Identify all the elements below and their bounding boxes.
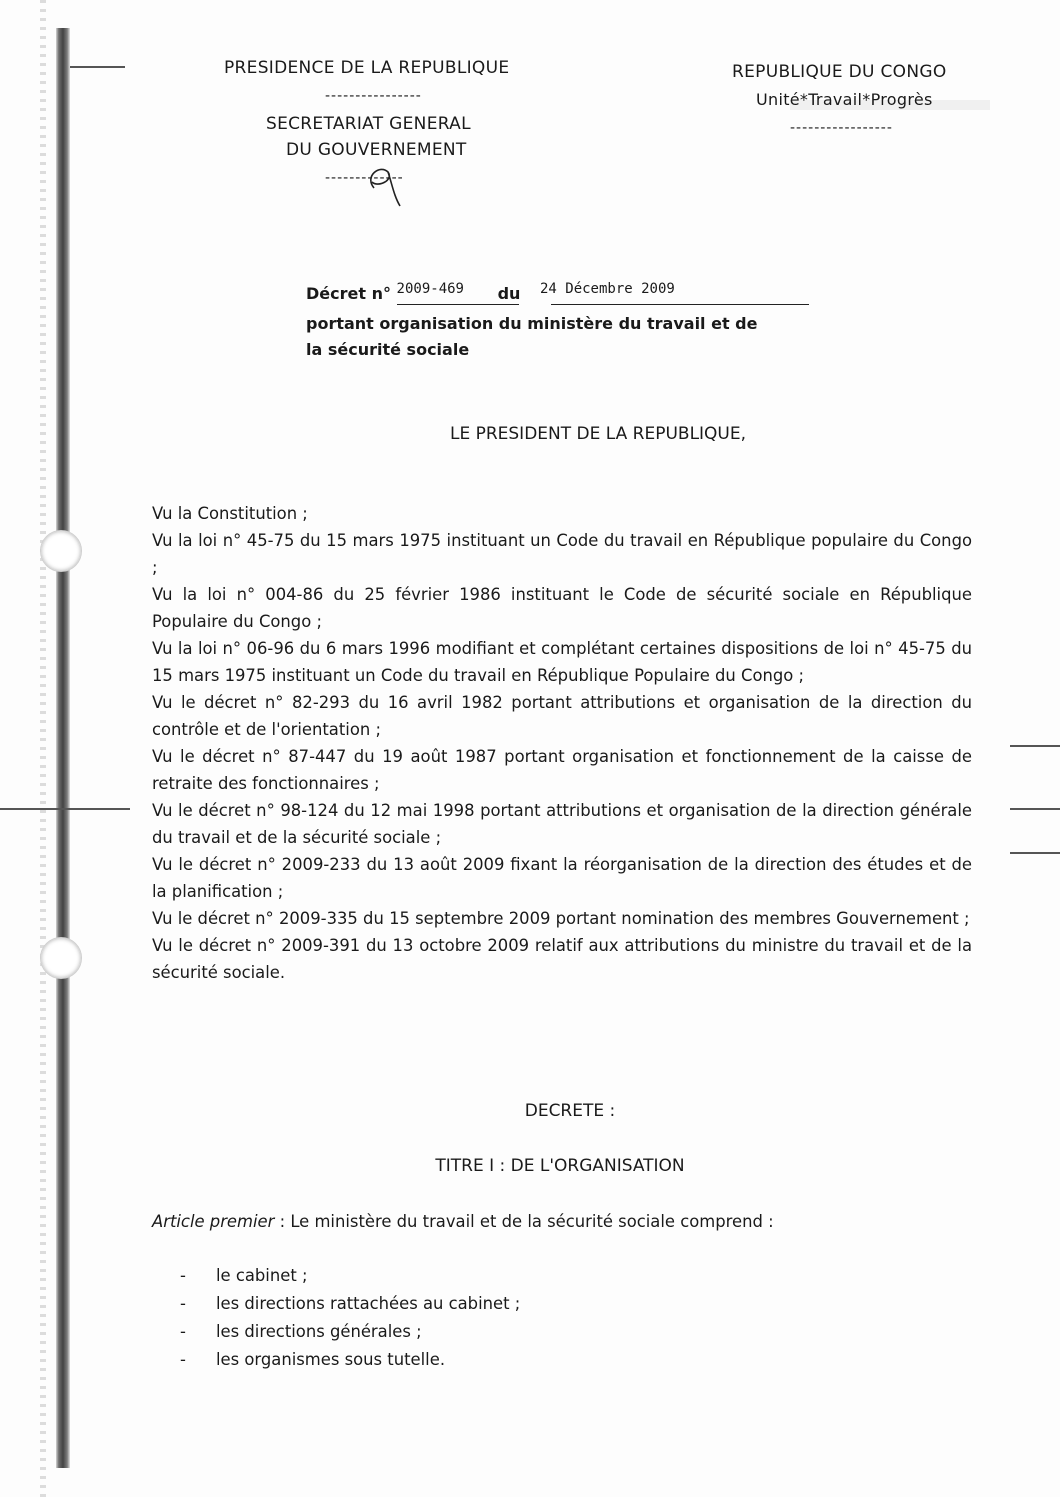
scan-mark [0, 808, 130, 810]
presidence-label: PRESIDENCE DE LA REPUBLIQUE [224, 58, 510, 78]
decree-subject-line2: la sécurité sociale [306, 340, 470, 359]
visa-item: Vu le décret n° 2009-335 du 15 septembre 2009 portant nomination des membres Gouvernement ; [152, 909, 970, 928]
list-item [180, 1318, 520, 1346]
visa-item: Vu le décret n° 2009-391 du 13 octobre 2009 relatif aux attributions du ministre du travail et de la sécurité sociale. [152, 936, 972, 982]
list-bullet: - [180, 1350, 186, 1369]
scan-mark [1010, 808, 1060, 810]
list-bullet: - [180, 1294, 186, 1313]
list-item [180, 1262, 520, 1290]
header-separator: ------------- [325, 170, 404, 186]
header-separator: ----------------- [790, 120, 893, 136]
punch-hole [40, 937, 82, 979]
republique-label: REPUBLIQUE DU CONGO [732, 62, 947, 82]
organisation-list [180, 1262, 520, 1374]
initials-signature-icon [360, 158, 410, 208]
fill-line [551, 304, 809, 305]
article-text: : Le ministère du travail et de la sécurité sociale comprend : [274, 1212, 774, 1231]
list-item [180, 1290, 520, 1318]
article-lead: Article premier [152, 1212, 275, 1231]
article-premier [152, 1212, 774, 1231]
fill-line [397, 304, 519, 305]
list-item [180, 1346, 520, 1374]
decree-date: 24 Décembre 2009 [539, 281, 675, 297]
list-item-text: les directions générales ; [216, 1322, 422, 1341]
visa-item: Vu la loi n° 45-75 du 15 mars 1975 instituant un Code du travail en République populaire du Congo ; [152, 531, 972, 577]
president-heading: LE PRESIDENT DE LA REPUBLIQUE, [449, 424, 747, 444]
secretariat-label: SECRETARIAT GENERAL [266, 114, 471, 134]
titre-heading: TITRE I : DE L'ORGANISATION [435, 1156, 685, 1176]
visa-item: Vu la Constitution ; [152, 504, 308, 523]
decree-subject-line1: portant organisation du ministère du travail et de [306, 314, 758, 333]
visa-item: Vu la loi n° 004-86 du 25 février 1986 instituant le Code de sécurité sociale en République Populaire du Congo ; [152, 585, 972, 631]
visa-item: Vu le décret n° 82-293 du 16 avril 1982 portant attributions et organisation de la direction du contrôle et de l'orientation ; [152, 693, 972, 739]
decree-label: Décret n° [306, 284, 391, 303]
decrete-heading: DECRETE : [524, 1101, 616, 1121]
list-item-text: le cabinet ; [216, 1266, 308, 1285]
visas-block [152, 500, 972, 986]
visa-item: Vu le décret n° 2009-233 du 13 août 2009 fixant la réorganisation de la direction des études et de la planification ; [152, 855, 972, 901]
list-bullet: - [180, 1322, 186, 1341]
decree-number-line [306, 281, 675, 303]
list-item-text: les organismes sous tutelle. [216, 1350, 446, 1369]
scan-mark [1010, 852, 1060, 854]
motto-label: Unité*Travail*Progrès [756, 90, 933, 109]
visa-item: Vu le décret n° 98-124 du 12 mai 1998 portant attributions et organisation de la direction générale du travail et de la sécurité sociale ; [152, 801, 972, 847]
scan-edge-artifact [40, 0, 46, 1497]
gouvernement-label: DU GOUVERNEMENT [286, 140, 467, 160]
scan-mark [70, 66, 125, 68]
scan-mark [1010, 745, 1060, 747]
list-bullet: - [180, 1266, 186, 1285]
list-item-text: les directions rattachées au cabinet ; [216, 1294, 521, 1313]
decree-du-label: du [497, 284, 521, 303]
binding-strip [56, 28, 70, 1468]
header-separator: ---------------- [325, 88, 422, 104]
punch-hole [40, 530, 82, 572]
visa-item: Vu la loi n° 06-96 du 6 mars 1996 modifiant et complétant certaines dispositions de loi n° 45-75 du 15 mars 1975 instituant un Code du travail en République Populaire du Congo ; [152, 639, 972, 685]
visa-item: Vu le décret n° 87-447 du 19 août 1987 portant organisation et fonctionnement de la caisse de retraite des fonctionnaires ; [152, 747, 972, 793]
decree-number: 2009-469 [396, 281, 464, 297]
